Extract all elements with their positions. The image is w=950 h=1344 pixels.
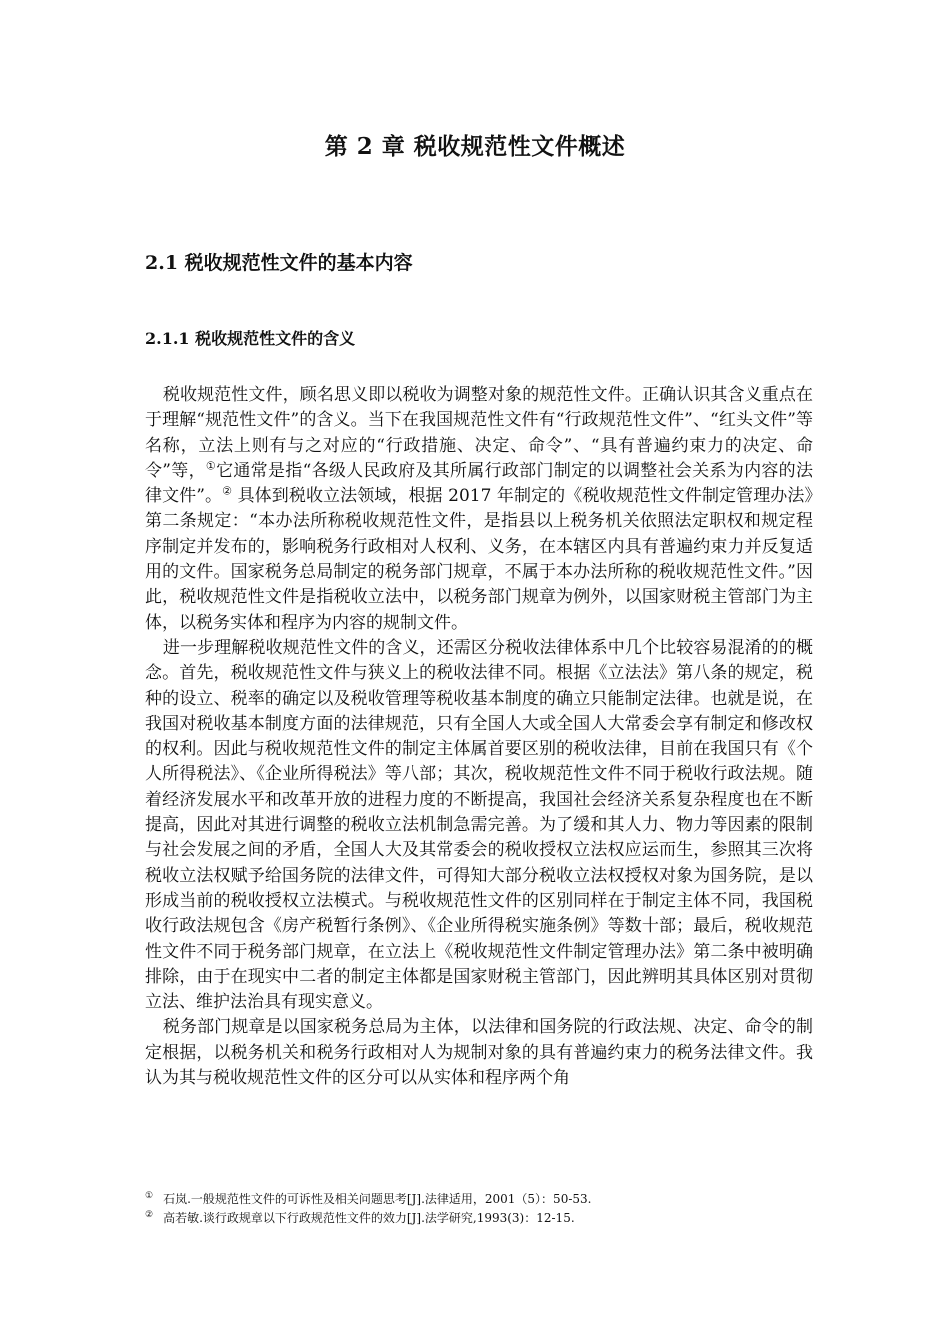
- paragraph-1-part-2: 它通常是指“各级人民政府及其所属行政部门制定的以调整社会关系为内容的法律文件”。: [145, 460, 813, 507]
- paragraph-1: [145, 383, 813, 636]
- paragraph-3: 税务部门规章是以国家税务总局为主体，以法律和国务院的行政法规、决定、命令的制定根据，以税务机关和税务行政相对人为规制对象的具有普遍约束力的税务法律文件。我认为其与税收规范性文件的区分可以从实体和程序两个角: [145, 1017, 813, 1089]
- footnote-2-mark: ②: [145, 1210, 154, 1220]
- footnote-ref-1: ①: [205, 459, 217, 473]
- paragraph-1-part-1: 税收规范性文件，顾名思义即以税收为调整对象的规范性文件。正确认识其含义重点在于理解“规范性文件”的含义。当下在我国规范性文件有“行政规范性文件”、“红头文件”等名称，立法上则有与之对应的“行政措施、决定、命令”、“具有普遍约束力的决定、命令”等，: [145, 385, 813, 481]
- footnote-2-text: 高若敏.谈行政规章以下行政规范性文件的效力[J].法学研究,1993(3)：12-15.: [163, 1211, 575, 1225]
- footnote-1: [145, 1190, 813, 1209]
- footnote-1-mark: ①: [145, 1191, 154, 1201]
- footnote-ref-2: ②: [222, 484, 233, 498]
- body-text: [145, 383, 813, 1091]
- footnotes: [145, 1190, 813, 1228]
- paragraph-1-part-3: 具体到税收立法领域，根据 2017 年制定的《税收规范性文件制定管理办法》第二条规定：“本办法所称税收规范性文件，是指县以上税务机关依照法定职权和规定程序制定并发布的，影响税务行政相对人权利、义务，在本辖区内具有普遍约束力并反复适用的文件。国家税务总局制定的税务部门规章，不属于本办法所称的税收规范性文件。”因此，税收规范性文件是指税收立法中，以税务部门规章为例外，以国家财税主管部门为主体，以税务实体和程序为内容的规制文件。: [145, 486, 813, 633]
- subsection-title: 2.1.1 税收规范性文件的含义: [145, 329, 356, 348]
- footnote-2: [145, 1209, 813, 1228]
- footnote-1-text: 石岚.一般规范性文件的可诉性及相关问题思考[J].法律适用，2001（5）：50-53.: [163, 1192, 592, 1206]
- paragraph-2: 进一步理解税收规范性文件的含义，还需区分税收法律体系中几个比较容易混淆的的概念。首先，税收规范性文件与狭义上的税收法律不同。根据《立法法》第八条的规定，税种的设立、税率的确定以及税收管理等税收基本制度的确立只能制定法律。也就是说，在我国对税收基本制度方面的法律规范，只有全国人大或全国人大常委会享有制定和修改权的权利。因此与税收规范性文件的制定主体属首要区别的税收法律，目前在我国只有《个人所得税法》、《企业所得税法》等八部；其次，税收规范性文件不同于税收行政法规。随着经济发展水平和改革开放的进程力度的不断提高，我国社会经济关系复杂程度也在不断提高，因此对其进行调整的税收立法机制急需完善。为了缓和其人力、物力等因素的限制与社会发展之间的矛盾，全国人大及其常委会的税收授权立法权应运而生，参照其三次将税收立法权赋予给国务院的法律文件，可得知大部分税收立法权授权对象为国务院，是以形成当前的税收授权立法模式。与税收规范性文件的区别同样在于制定主体不同，我国税收行政法规包含《房产税暂行条例》、《企业所得税实施条例》等数十部；最后，税收规范性文件不同于税务部门规章，在立法上《税收规范性文件制定管理办法》第二条中被明确排除，由于在现实中二者的制定主体都是国家财税主管部门，因此辨明其具体区别对贯彻立法、维护法治具有现实意义。: [145, 637, 813, 1013]
- section-title: 2.1 税收规范性文件的基本内容: [145, 252, 413, 274]
- chapter-title: 第 2 章 税收规范性文件概述: [324, 133, 626, 160]
